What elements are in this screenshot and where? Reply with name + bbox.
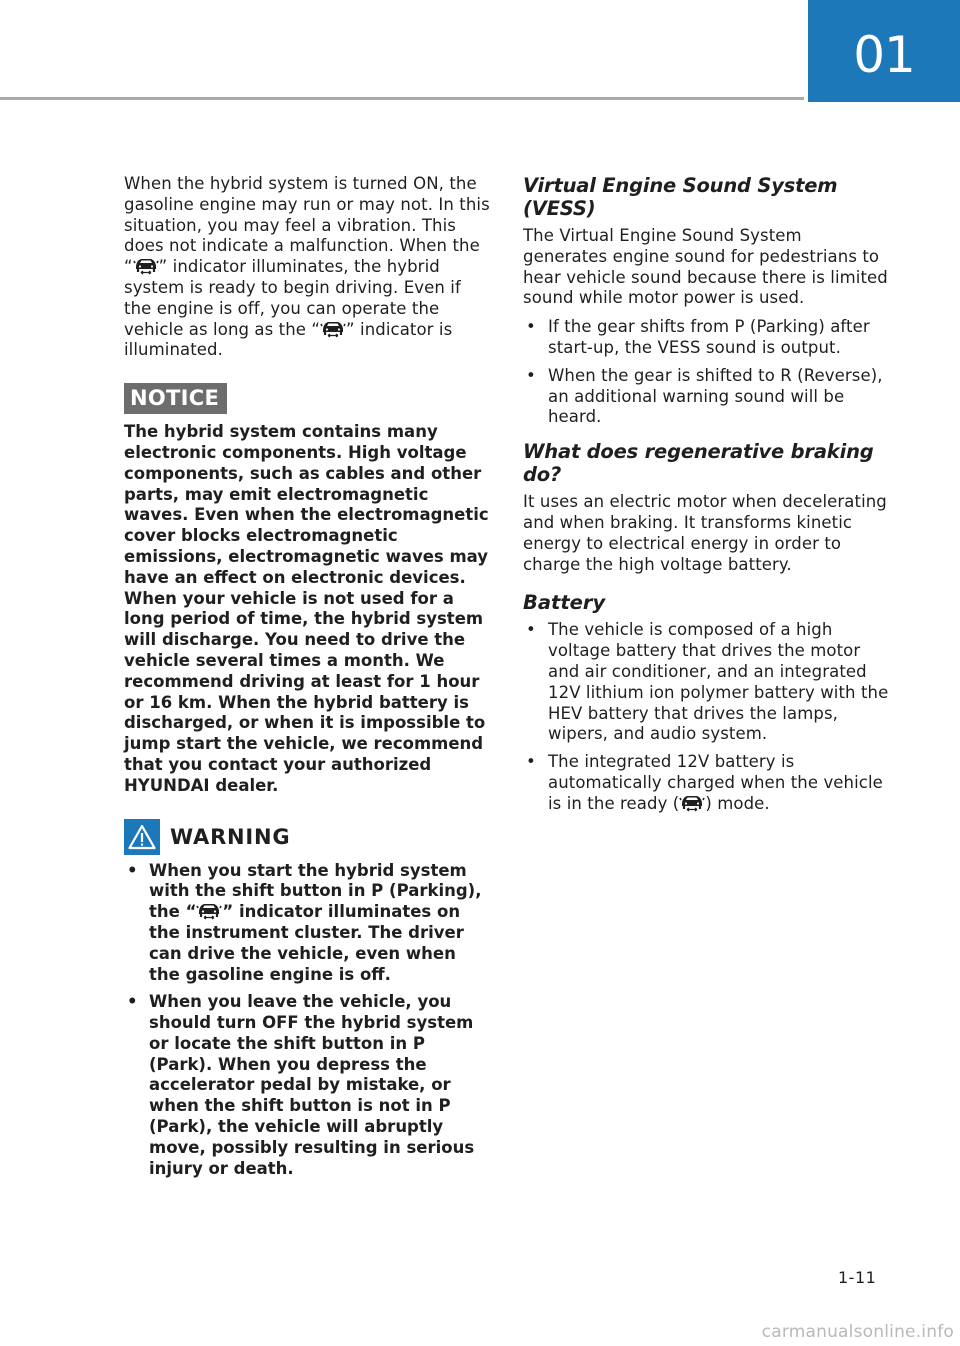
warning-text-1b: ” indicator illuminates on the instrument cluster. The driver can drive the vehicle, even when the gasoline engine is off. <box>149 902 464 984</box>
battery-title: Battery <box>523 591 606 615</box>
battery-text-2a: The integrated 12V battery is automatically charged when the vehicle is in the ready ( <box>548 752 883 813</box>
list-item: • When the gear is shifted to R (Reverse), an additional warning sound will be heard. <box>523 366 889 428</box>
left-column <box>124 174 490 1186</box>
intro-text-1: When the hybrid system is turned ON, the gasoline engine may run or may not. In this situation, you may feel a vibration. This does not indicate a malfunction. <box>124 174 490 256</box>
right-column <box>523 174 889 822</box>
battery-text-2b: ) mode. <box>705 793 770 813</box>
list-item: • When you leave the vehicle, you should turn OFF the hybrid system or locate the shift button in P (Park). When you depress the accelerator pedal by mistake, or when the shift button is not in P (Park), the vehicle will abruptly move, possibly resulting in serious injury or death. <box>124 992 490 1179</box>
warning-header <box>124 819 490 855</box>
intro-paragraph <box>124 174 490 361</box>
intro-text-3a: Even if the engine is off, you can operate the vehicle as long as the “ <box>124 277 461 339</box>
header-rule <box>0 97 804 100</box>
vess-text: The Virtual Engine Sound System generates engine sound for pedestrians to hear vehicle sound because there is limited sound while motor power is used. <box>523 226 888 308</box>
intro-text-2b: ” indicator illuminates, the hybrid system is ready to begin driving. <box>124 257 440 297</box>
warning-title: WARNING <box>170 824 291 849</box>
car-ready-icon <box>133 257 159 275</box>
car-ready-icon <box>320 320 346 338</box>
list-item: • If the gear shifts from P (Parking) after start-up, the VESS sound is output. <box>523 317 889 359</box>
watermark: carmanualsonline.info <box>761 1322 954 1342</box>
page-number: 1-11 <box>838 1268 877 1287</box>
car-ready-icon <box>196 902 222 920</box>
regen-text: It uses an electric motor when decelerating and when braking. It transforms kinetic energy to electrical energy in order to charge the high voltage battery. <box>523 492 887 574</box>
intro-text-2a: When the “ <box>124 236 480 277</box>
notice-text: The hybrid system contains many electronic components. High voltage components, such as cables and other parts, may emit electromagnetic waves. Even when the electromagnetic cover blocks electromagnetic emissions, electromagnetic waves may have an effect on electronic devices. When your vehicle is not used for a long period of time, the hybrid system will discharge. You need to drive the vehicle several times a month. We recommend driving at least for 1 hour or 16 km. When the hybrid battery is discharged, or when it is impossible to jump start the vehicle, we recommend that you contact your authorized HYUNDAI dealer. <box>124 422 489 795</box>
vess-title: Virtual Engine Sound System (VESS) <box>523 174 838 220</box>
vess-list <box>523 317 889 428</box>
battery-list <box>523 620 889 814</box>
warning-list <box>124 861 490 1180</box>
regen-title: What does regenerative braking do? <box>523 440 874 487</box>
warning-text-1a: When you start the hybrid system with the shift button in P (Parking), the “ <box>149 860 482 922</box>
list-item: • The vehicle is composed of a high voltage battery that drives the motor and air conditioner, and an integrated 12V lithium ion polymer battery with the HEV battery that drives the lamps, wipers, and audio system. <box>523 620 889 745</box>
chapter-tab: 01 <box>808 0 960 102</box>
notice-label: NOTICE <box>124 383 227 414</box>
warning-triangle-icon <box>124 819 160 855</box>
car-ready-icon <box>679 794 705 812</box>
list-item <box>124 861 490 986</box>
intro-text-3b: ” indicator is illuminated. <box>124 319 453 360</box>
list-item <box>523 752 889 814</box>
